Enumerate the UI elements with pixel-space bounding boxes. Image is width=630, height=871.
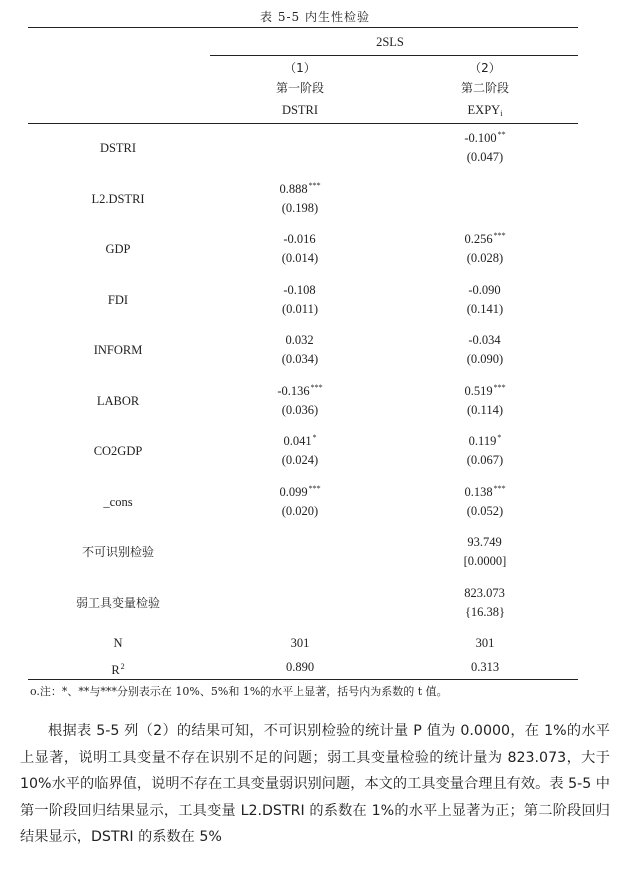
- group-header: 2SLS: [376, 35, 404, 49]
- col1-dependent: DSTRI: [281, 103, 319, 117]
- n-col2: 301: [475, 636, 495, 650]
- row-label: $R^2$: [111, 662, 125, 677]
- stderr-c1: (0.020): [281, 503, 319, 518]
- row-label: DSTRI: [99, 141, 137, 155]
- coef-c1: 0.099***: [279, 483, 321, 499]
- coef-c2: 823.073: [464, 585, 505, 600]
- coef-c2: -0.090: [468, 282, 501, 297]
- stderr-c1: (0.198): [281, 200, 319, 215]
- group-rule: [210, 55, 578, 56]
- stderr-c2: (0.090): [466, 352, 504, 366]
- coef-c2: 0.138***: [464, 483, 506, 499]
- stderr-c2: {16.38}: [464, 604, 506, 619]
- stderr-c2: (0.141): [466, 301, 504, 316]
- row-label: 弱工具变量检验: [75, 595, 160, 610]
- coef-c2: 0.519***: [464, 382, 506, 398]
- stderr-c1: (0.014): [281, 251, 319, 265]
- coef-c1: -0.108: [283, 282, 316, 297]
- stderr-c1: (0.011): [282, 301, 318, 316]
- row-label: 不可识别检验: [81, 545, 154, 559]
- body-paragraph: 根据表 5-5 列（2）的结果可知，不可识别检验的统计量 P 值为 0.0000，在 1%的水平上显著，说明工具变量不存在识别不足的问题；弱工具变量检验的统计量为 823.073，大于 10%水平的临界值，说明不存在工具变量弱识别问题，本文的工具变量合理且有效。表 5-5 中第一阶段回归结果显示，工具变量 L2.DSTRI 的系数在 1%的水平上显著为正；第二阶段回归结果显示，DSTRI 的系数在 5%: [20, 723, 610, 845]
- row-label: LABOR: [96, 393, 140, 408]
- stderr-c1: (0.034): [281, 352, 319, 366]
- col2-stage: 第二阶段: [460, 81, 509, 95]
- row-label: GDP: [105, 242, 131, 256]
- coef-c1: 0.041*: [283, 433, 317, 448]
- coef-c2: -0.034: [468, 333, 501, 347]
- col1-number: （1）: [284, 61, 316, 75]
- header-rule: [28, 123, 578, 124]
- row-label: L2.DSTRI: [91, 191, 145, 206]
- stderr-c1: (0.024): [281, 453, 319, 467]
- row-label: FDI: [107, 292, 129, 307]
- top-rule: [28, 27, 578, 28]
- stderr-c2: (0.047): [466, 150, 504, 164]
- row-label: N: [113, 636, 123, 650]
- r2-col1: 0.890: [285, 660, 315, 674]
- col2-dependent: $EXPY_i$: [467, 103, 503, 118]
- stderr-c2: (0.028): [466, 251, 504, 265]
- coef-c2: 0.256***: [464, 231, 506, 246]
- table-note: o.注：*、**与***分别表示在 10%、5%和 1%的水平上显著，括号内为系数的 t 值。: [30, 685, 448, 698]
- col2-number: （2）: [469, 61, 501, 75]
- stderr-c2: (0.067): [466, 453, 504, 467]
- coef-c1: 0.888***: [279, 180, 321, 196]
- row-label: _cons: [103, 494, 133, 509]
- coef-c1: -0.136***: [277, 382, 323, 398]
- row-label: CO2GDP: [93, 444, 143, 458]
- row-label: INFORM: [93, 343, 143, 357]
- stderr-c1: (0.036): [281, 402, 319, 417]
- coef-c1: -0.016: [283, 232, 316, 246]
- coef-c2: 0.119*: [468, 433, 502, 448]
- table-caption: 表 5-5 内生性检验: [260, 10, 370, 24]
- r2-col2: 0.313: [470, 660, 500, 674]
- coef-c2: -0.100**: [464, 130, 506, 145]
- bottom-rule: [28, 679, 578, 680]
- stderr-c2: [0.0000]: [463, 554, 507, 568]
- n-col1: 301: [290, 636, 310, 650]
- coef-c1: 0.032: [285, 333, 314, 347]
- stderr-c2: (0.052): [466, 503, 504, 518]
- coef-c2: 93.749: [467, 535, 502, 549]
- col1-stage: 第一阶段: [275, 81, 324, 95]
- stderr-c2: (0.114): [467, 402, 503, 417]
